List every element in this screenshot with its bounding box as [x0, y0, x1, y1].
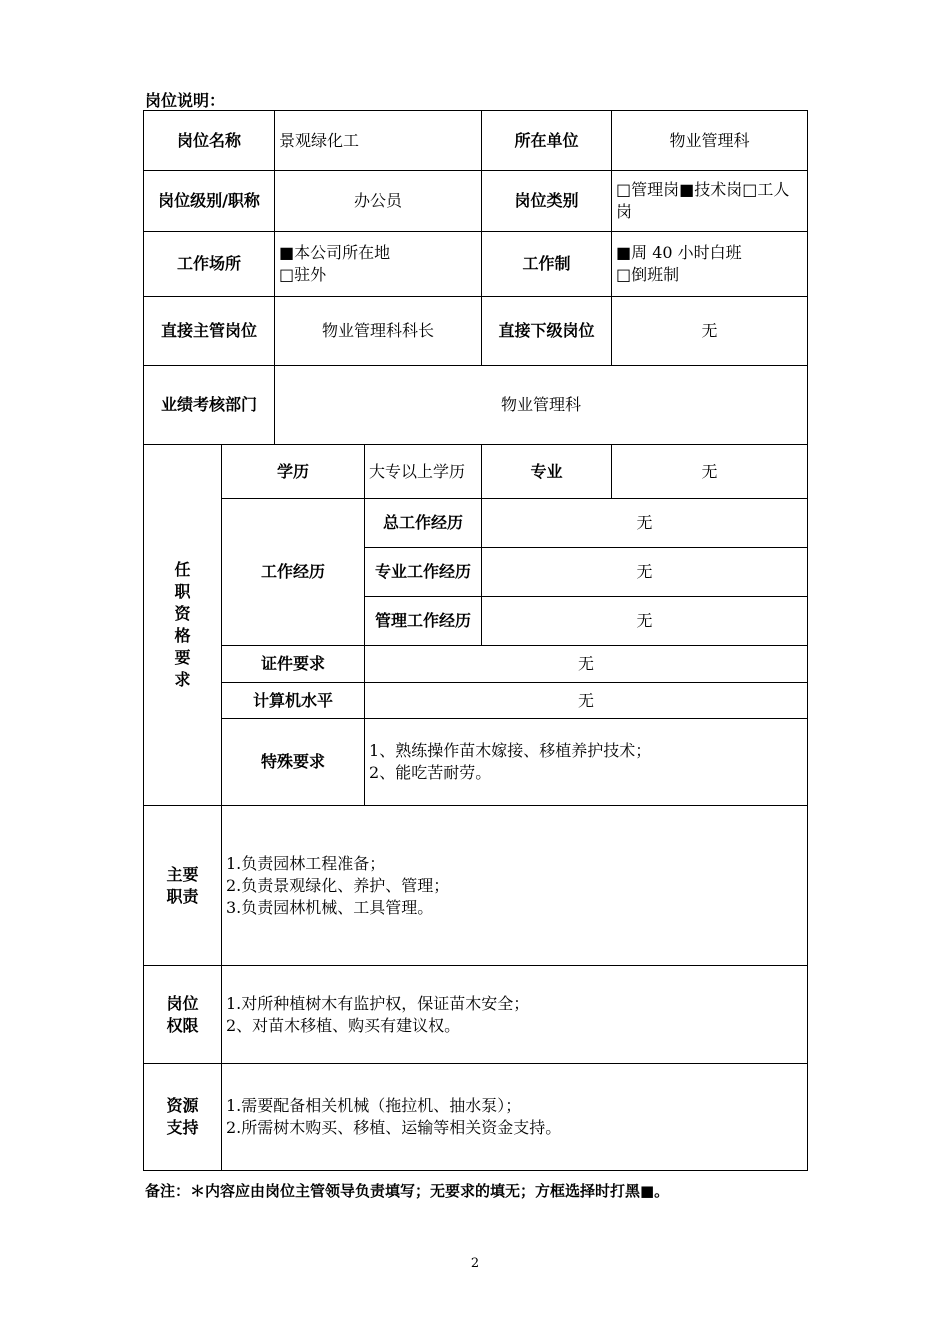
total-exp-value: 无 — [482, 499, 808, 548]
supervisor-label: 直接主管岗位 — [144, 297, 275, 366]
row-supervisor — [144, 297, 808, 366]
mgmt-exp-label: 管理工作经历 — [365, 597, 482, 646]
resource-item: 1.需要配备相关机械（拖拉机、抽水泵）； — [226, 1096, 522, 1115]
cert-label: 证件要求 — [222, 646, 365, 683]
qualifications-section-label — [144, 445, 222, 806]
education-value: 大专以上学历 — [365, 445, 482, 499]
special-line-1: 1、熟练操作苗木嫁接、移植养护技术； — [369, 741, 652, 760]
row-duties — [144, 806, 808, 966]
post-name-value: 景观绿化工 — [275, 111, 482, 171]
category-label: 岗位类别 — [482, 171, 612, 232]
place-line-2: □驻外 — [279, 265, 327, 284]
row-special — [144, 719, 808, 806]
row-total-experience — [144, 499, 808, 548]
job-description-table — [143, 110, 808, 1171]
total-exp-label: 总工作经历 — [365, 499, 482, 548]
mgmt-exp-value: 无 — [482, 597, 808, 646]
computer-label: 计算机水平 — [222, 683, 365, 719]
appraisal-value: 物业管理科 — [275, 366, 808, 445]
supervisor-value: 物业管理科科长 — [275, 297, 482, 366]
unit-label: 所在单位 — [482, 111, 612, 171]
authority-label: 岗位 权限 — [144, 966, 222, 1064]
row-certificate — [144, 646, 808, 683]
row-computer — [144, 683, 808, 719]
row-place — [144, 232, 808, 297]
place-value — [275, 232, 482, 297]
authority-item: 2、对苗木移植、购买有建议权。 — [226, 1015, 461, 1035]
major-label: 专业 — [482, 445, 612, 499]
place-line-1: ■本公司所在地 — [279, 243, 391, 262]
page-heading: 岗位说明： — [145, 91, 226, 110]
category-value: □管理岗■技术岗□工人岗 — [612, 171, 808, 232]
pro-exp-value: 无 — [482, 548, 808, 597]
appraisal-label: 业绩考核部门 — [144, 366, 275, 445]
row-level — [144, 171, 808, 232]
major-value: 无 — [612, 445, 808, 499]
cert-value: 无 — [365, 646, 808, 683]
computer-value: 无 — [365, 683, 808, 719]
duties-label: 主要 职责 — [144, 806, 222, 966]
pro-exp-label: 专业工作经历 — [365, 548, 482, 597]
level-value: 办公员 — [275, 171, 482, 232]
subordinate-label: 直接下级岗位 — [482, 297, 612, 366]
row-education — [144, 445, 808, 499]
resource-item: 2.所需树木购买、移植、运输等相关资金支持。 — [226, 1118, 562, 1137]
row-appraisal — [144, 366, 808, 445]
schedule-label: 工作制 — [482, 232, 612, 297]
authority-value — [222, 966, 808, 1064]
row-authority — [144, 966, 808, 1064]
page-number: 2 — [470, 1256, 480, 1271]
special-label: 特殊要求 — [222, 719, 365, 806]
special-value — [365, 719, 808, 806]
education-label: 学历 — [222, 445, 365, 499]
resources-value — [222, 1064, 808, 1171]
subordinate-value: 无 — [612, 297, 808, 366]
unit-value: 物业管理科 — [612, 111, 808, 171]
special-line-2: 2、能吃苦耐劳。 — [369, 763, 492, 782]
row-resources — [144, 1064, 808, 1171]
experience-label: 工作经历 — [222, 499, 365, 646]
place-label: 工作场所 — [144, 232, 275, 297]
duty-item: 1.负责园林工程准备； — [226, 853, 386, 873]
duty-item: 3.负责园林机械、工具管理。 — [226, 897, 434, 917]
resources-label: 资源 支持 — [144, 1064, 222, 1171]
authority-item: 1.对所种植树木有监护权，保证苗木安全； — [226, 993, 530, 1013]
post-name-label: 岗位名称 — [144, 111, 275, 171]
footnote: 备注：＊内容应由岗位主管领导负责填写；无要求的填无；方框选择时打黑■。 — [145, 1182, 670, 1200]
schedule-line-2: □倒班制 — [616, 265, 680, 284]
duty-item: 2.负责景观绿化、养护、管理； — [226, 875, 450, 895]
duties-value — [222, 806, 808, 966]
row-post-name — [144, 111, 808, 171]
qualifications-vertical-text: 任 职 资 格 要 求 — [174, 560, 191, 689]
schedule-value — [612, 232, 808, 297]
schedule-line-1: ■周 40 小时白班 — [616, 243, 742, 262]
level-label: 岗位级别/职称 — [144, 171, 275, 232]
